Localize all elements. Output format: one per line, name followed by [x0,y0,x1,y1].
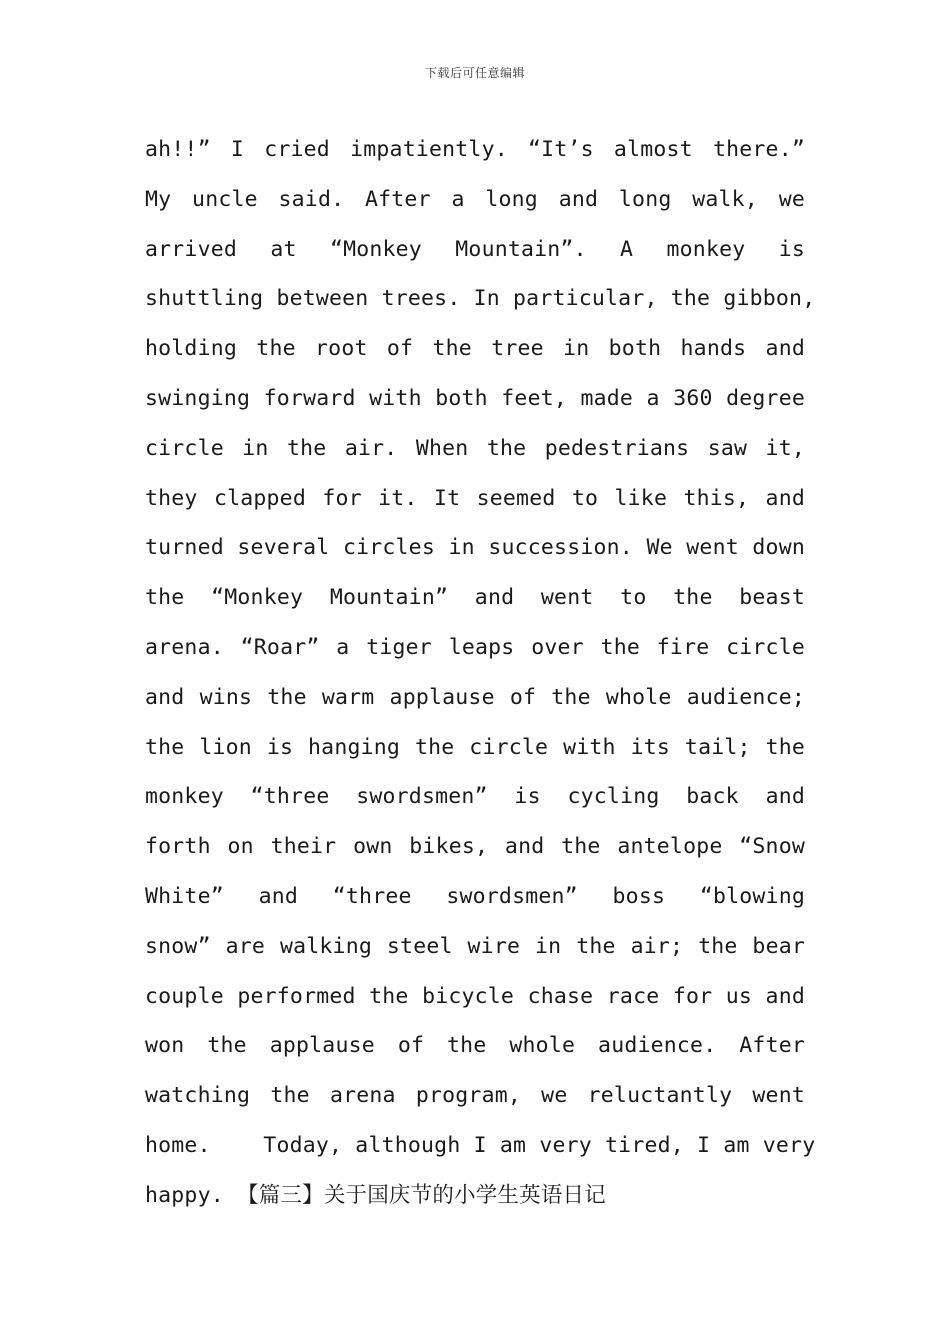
text-line: ah!!” I cried impatiently. “It’s almost there.” [145,137,805,162]
page-header: 下载后可任意编辑 [424,66,525,80]
text-line: White” and “three swordsmen” boss “blowing [145,883,805,909]
text-line: shuttling between trees. In particular, the gibbon, [145,286,816,312]
text-line: the “Monkey Mountain” and went to the beast [145,585,805,611]
text-line: snow” are walking steel wire in the air; the bear [145,933,805,959]
text-line: swinging forward with both feet, made a 360 degree [145,385,805,411]
text-line: monkey “three swordsmen” is cycling back and [145,784,805,810]
last-line-english: happy. [145,1182,238,1208]
text-line-last [145,1171,805,1221]
body-text [145,125,816,1221]
text-line: won the applause of the whole audience. After [145,1033,805,1059]
text-line: they clapped for it. It seemed to like this, and [145,485,805,511]
text-line: home. Today, although I am very tired, I am very [145,1132,816,1158]
section-heading: 【篇三】关于国庆节的小学生英语日记 [237,1182,606,1208]
text-line: circle in the air. When the pedestrians saw it, [145,435,805,461]
text-line: watching the arena program, we reluctantly went [145,1083,805,1109]
text-line: the lion is hanging the circle with its tail; the [145,734,805,760]
text-line: turned several circles in succession. We went down [145,535,805,561]
text-line: My uncle said. After a long and long walk, we [145,186,805,212]
text-line: couple performed the bicycle chase race for us and [145,983,805,1009]
text-line: and wins the warm applause of the whole audience; [145,684,805,710]
text-line: forth on their own bikes, and the antelope “Snow [145,834,805,860]
text-line: holding the root of the tree in both hands and [145,336,805,362]
text-line: arena. “Roar” a tiger leaps over the fire circle [145,634,805,660]
text-line: arrived at “Monkey Mountain”. A monkey is [145,236,805,262]
